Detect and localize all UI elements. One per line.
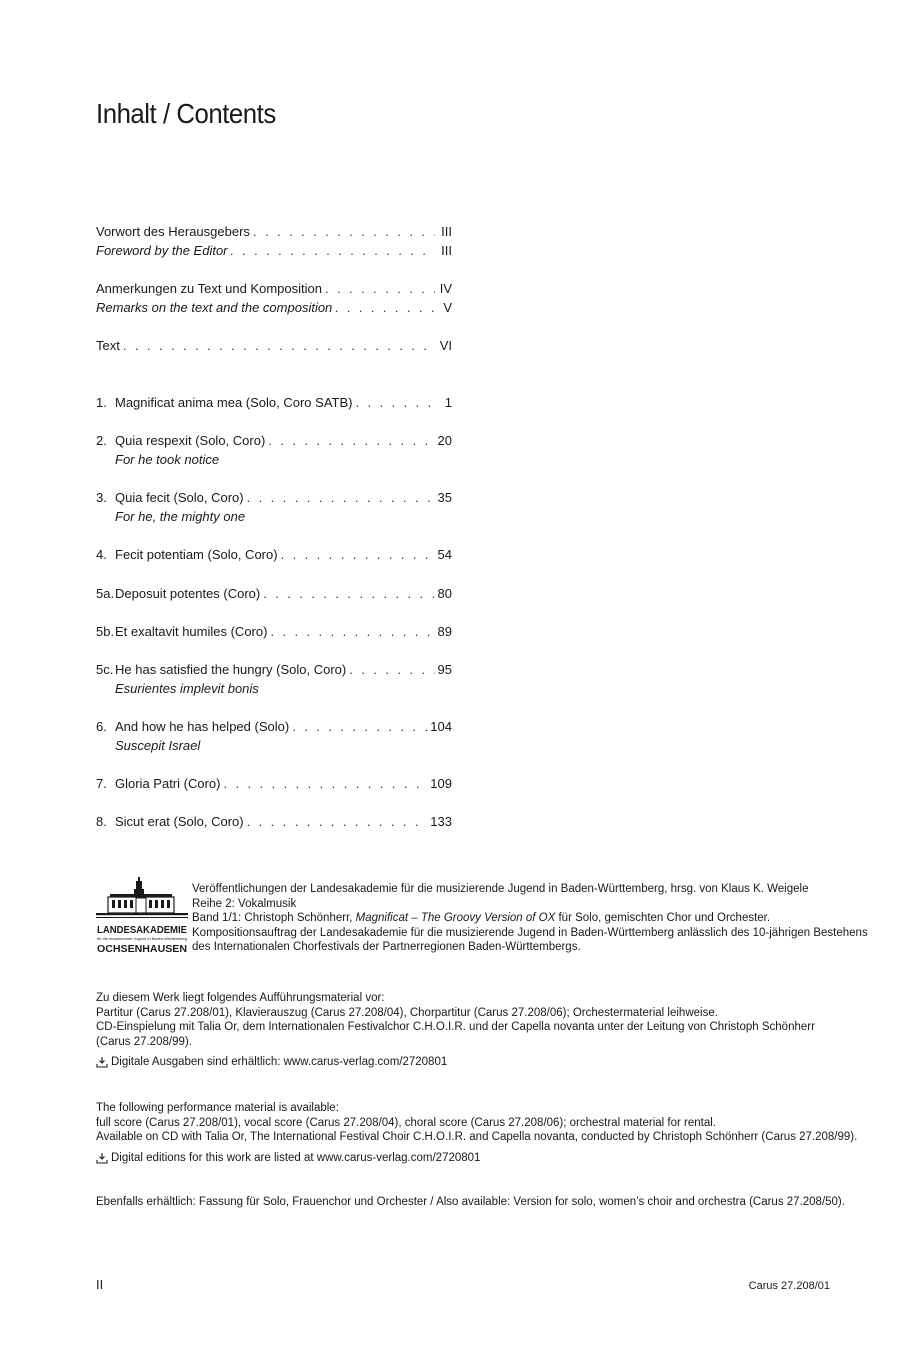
toc-title: Vorwort des Herausgebers xyxy=(96,224,250,239)
publication-row: Reihe 2: Vokalmusik xyxy=(192,897,297,910)
movement-title: Sicut erat (Solo, Coro) xyxy=(115,814,244,829)
digital-editions-line xyxy=(96,1055,836,1070)
work-title: Magnificat – The Groovy Version of OX xyxy=(355,912,556,924)
publication-volume xyxy=(192,911,852,926)
publication-info xyxy=(192,882,868,955)
cd-info-cont: (Carus 27.208/99). xyxy=(96,1035,192,1048)
movement-title: Deposuit potentes (Coro) xyxy=(115,586,261,601)
movement-number: 5a. xyxy=(96,586,115,601)
toc-leader xyxy=(268,431,434,450)
also-available xyxy=(96,1195,845,1210)
toc-page: V xyxy=(443,300,452,315)
movement-page: 104 xyxy=(430,719,452,734)
movement-title: Quia respexit (Solo, Coro) xyxy=(115,433,266,448)
logo-line2: für die musizierende Jugend in Baden-Württemberg xyxy=(97,936,187,941)
toc-leader xyxy=(253,222,435,241)
volume-prefix: Band 1/1: Christoph Schönherr, xyxy=(192,912,356,924)
toc-leader xyxy=(223,774,427,793)
building-icon xyxy=(96,877,188,918)
movement-number: 6. xyxy=(96,719,107,734)
toc-leader xyxy=(270,622,434,641)
movement-entry xyxy=(96,545,452,564)
toc-leader xyxy=(231,241,435,260)
cd-info: CD-Einspielung mit Talia Or, dem Internationalen Festivalchor C.H.O.I.R. und der Capella novanta unter der Leitung von Christoph Schönherr xyxy=(96,1021,815,1033)
toc-leader xyxy=(325,279,435,298)
movement-title: Et exaltavit humiles (Coro) xyxy=(115,624,268,639)
digital-editions-link[interactable]: Digital editions for this work are listed at www.carus-verlag.com/2720801 xyxy=(111,1151,481,1164)
movement-page: 54 xyxy=(437,547,452,562)
toc-leader xyxy=(123,336,435,355)
digital-editions-line xyxy=(96,1151,836,1166)
logo-line3: OCHSENHAUSEN xyxy=(97,943,187,955)
toc-title: Anmerkungen zu Text und Komposition xyxy=(96,281,322,296)
movement-entry xyxy=(96,393,452,412)
movement-number: 2. xyxy=(96,433,107,448)
toc-page: III xyxy=(441,243,452,258)
movement-page: 35 xyxy=(437,490,452,505)
movement-entry xyxy=(96,584,452,603)
material-intro: Zu diesem Werk liegt folgendes Aufführungsmaterial vor: xyxy=(96,992,385,1004)
publication-commission: Kompositionsauftrag der Landesakademie für die musizierende Jugend in Baden-Württemberg anlässlich des 10-jährigen Bestehens xyxy=(192,926,868,939)
download-icon xyxy=(96,1056,108,1068)
movement-entry xyxy=(96,660,452,698)
movement-page: 1 xyxy=(444,395,452,410)
digital-editions-link[interactable]: Digitale Ausgaben sind erhältlich: www.carus-verlag.com/2720801 xyxy=(111,1056,448,1068)
movement-title: Gloria Patri (Coro) xyxy=(115,776,221,791)
movement-subtitle: For he took notice xyxy=(115,452,220,467)
movement-page: 80 xyxy=(437,586,452,601)
movement-number: 8. xyxy=(96,814,107,829)
movement-title: Fecit potentiam (Solo, Coro) xyxy=(115,547,278,562)
material-intro: The following performance material is available: xyxy=(96,1102,339,1114)
material-list: Partitur (Carus 27.208/01), Klavierauszug (Carus 27.208/04), Chorpartitur (Carus 27.208/06); Orchestermaterial leihweise. xyxy=(96,1006,718,1019)
publication-series: Veröffentlichungen der Landesakademie für die musizierende Jugend in Baden-Württemberg, hrsg. von Klaus K. Weigele xyxy=(192,883,809,895)
also-available-text: Ebenfalls erhältlich: Fassung für Solo, Frauenchor und Orchester / Also available: Version for solo, women’s choir and orchestra (Carus 27.208/50). xyxy=(96,1196,845,1208)
toc-leader xyxy=(247,812,428,831)
catalog-number: Carus 27.208/01 xyxy=(748,1280,830,1292)
toc-leader xyxy=(349,660,434,679)
movement-title: He has satisfied the hungry (Solo, Coro) xyxy=(115,662,347,677)
movement-number: 5b. xyxy=(96,624,115,639)
toc-title: Foreword by the Editor xyxy=(96,243,228,258)
movement-number: 3. xyxy=(96,490,107,505)
movement-page: 20 xyxy=(437,433,452,448)
toc-leader xyxy=(355,393,435,412)
movement-number: 4. xyxy=(96,547,107,562)
toc-page: III xyxy=(441,224,452,239)
movement-entry xyxy=(96,622,452,641)
toc-page: IV xyxy=(439,281,452,296)
movement-number: 5c. xyxy=(96,662,114,677)
movement-number: 1. xyxy=(96,395,107,410)
toc-leader xyxy=(292,717,427,736)
english-material-section xyxy=(96,1101,858,1165)
movement-title: Magnificat anima mea (Solo, Coro SATB) xyxy=(115,395,353,410)
movement-page: 95 xyxy=(437,662,452,677)
toc-entry xyxy=(96,222,452,260)
movement-title: Quia fecit (Solo, Coro) xyxy=(115,490,244,505)
toc-entry xyxy=(96,279,452,317)
movement-entry xyxy=(96,488,452,526)
toc-leader xyxy=(247,488,435,507)
movement-page: 89 xyxy=(437,624,452,639)
cd-info: Available on CD with Talia Or, The International Festival Choir C.H.O.I.R. and Capella novanta, conducted by Christoph Schönherr (Carus 27.208/99). xyxy=(96,1131,858,1143)
movement-number: 7. xyxy=(96,776,107,791)
movement-subtitle: Esurientes implevit bonis xyxy=(115,681,259,696)
movement-page: 109 xyxy=(430,776,452,791)
landesakademie-logo xyxy=(96,877,188,955)
movement-entry xyxy=(96,812,452,831)
toc-entry xyxy=(96,336,452,355)
movement-subtitle: Suscepit Israel xyxy=(115,738,201,753)
movement-subtitle: For he, the mighty one xyxy=(115,509,246,524)
movement-title: And how he has helped (Solo) xyxy=(115,719,290,734)
toc-title: Text xyxy=(96,338,120,353)
toc-leader xyxy=(335,298,435,317)
publication-commission-cont: des Internationalen Chorfestivals der Partnerregionen Baden-Württembergs. xyxy=(192,941,581,953)
movement-entry xyxy=(96,717,452,755)
download-icon xyxy=(96,1152,108,1164)
toc-title: Remarks on the text and the composition xyxy=(96,300,333,315)
german-material-section xyxy=(96,991,836,1070)
material-list: full score (Carus 27.208/01), vocal score (Carus 27.208/04), choral score (Carus 27.208/06); orchestral material for rental. xyxy=(96,1116,717,1129)
logo-line1: LANDESAKADEMIE xyxy=(97,924,187,936)
volume-suffix: für Solo, gemischten Chor und Orchester. xyxy=(555,912,771,924)
toc-leader xyxy=(263,584,434,603)
toc-leader xyxy=(281,545,435,564)
page-title: Inhalt / Contents xyxy=(96,98,276,129)
page-number: II xyxy=(96,1277,104,1292)
toc-page: VI xyxy=(439,338,452,353)
movement-entry xyxy=(96,431,452,469)
movement-entry xyxy=(96,774,452,793)
movement-page: 133 xyxy=(430,814,452,829)
